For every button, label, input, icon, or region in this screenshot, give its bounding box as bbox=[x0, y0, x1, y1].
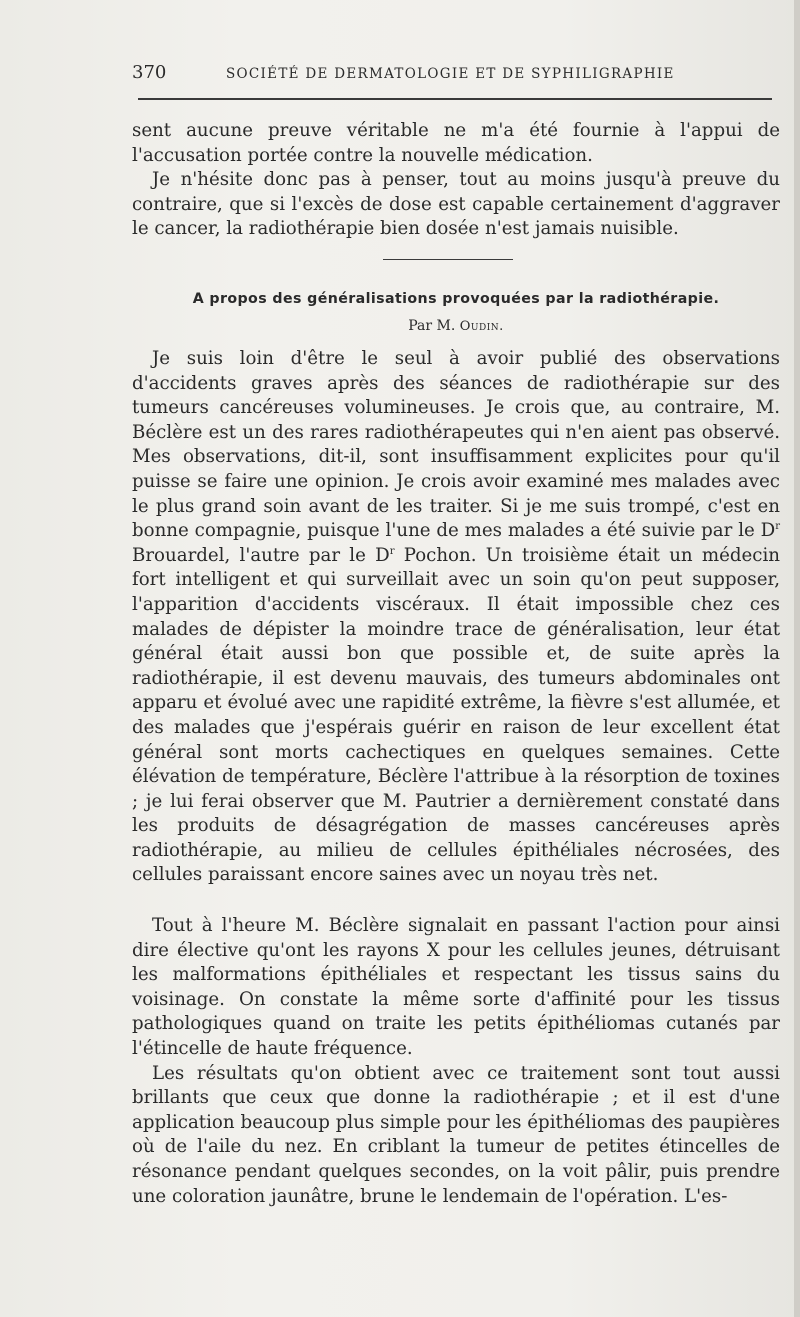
byline-prefix: Par M. bbox=[408, 318, 456, 334]
intro-paragraph-1: sent aucune preuve véritable ne m'a été fournie à l'appui de l'accusation portée contre la nouvelle médication. bbox=[132, 120, 780, 166]
header-rule bbox=[138, 98, 772, 100]
paragraph-1-part-b: Brouardel, l'autre par le D bbox=[132, 544, 390, 566]
article-byline bbox=[132, 318, 780, 334]
author-name: Oudin. bbox=[459, 319, 504, 334]
article-title: A propos des généralisations provoquées par la radiothérapie. bbox=[192, 291, 720, 307]
superscript-r: r bbox=[389, 545, 395, 557]
running-title: SOCIÉTÉ DE DERMATOLOGIE ET DE SYPHILIGRAPHIE bbox=[226, 66, 675, 82]
article-paragraph-2: Tout à l'heure M. Béclère signalait en passant l'action pour ainsi dire élective qu'ont les rayons X pour les cellules jeunes, détruisant les malformations épithéliales et respectant les tissus sains du voisinage. On constate la même sorte d'affinité pour les tissus pathologiques quand on traite les petits épithéliomas cutanés par l'étincelle de haute fréquence. bbox=[132, 915, 780, 1059]
section-separator bbox=[383, 259, 513, 260]
page-edge bbox=[794, 0, 800, 1317]
article-paragraph-3: Les résultats qu'on obtient avec ce traitement sont tout aussi brillants que ceux que donne la radiothérapie ; et il est d'une application beaucoup plus simple pour les épithéliomas des paupières où de l'aile du nez. En criblant la tumeur de petites étincelles de résonance pendant quelques secondes, on la voit pâlir, puis prendre une coloration jaunâtre, brune le lendemain de l'opération. L'es- bbox=[132, 1062, 780, 1207]
intro-paragraph-2: Je n'hésite donc pas à penser, tout au moins jusqu'à preuve du contraire, que si l'excès de dose est capable certainement d'aggraver le cancer, la radiothérapie bien dosée n'est jamais nuisible. bbox=[132, 169, 780, 240]
running-header bbox=[132, 62, 778, 86]
superscript-r: r bbox=[775, 521, 780, 533]
paragraph-1-part-a: Je suis loin d'être le seul à avoir publié des observations d'accidents graves après des séances de radiothérapie sur des tumeurs cancéreuses volumineuses. Je crois que, au contraire, M. Béclère est un des rares radiothérapeutes qui n'en aient pas observé. Mes observations, dit-il, sont insuffisamment explicites pour qu'il puisse se faire une opinion. Je crois avoir examiné mes malades avec le plus grand soin avant de les traiter. Si je me suis trompé, c'est en bonne compagnie, puisque l'une de mes malades a été suivie par le D bbox=[132, 348, 780, 542]
article-paragraph-1 bbox=[132, 347, 780, 888]
intro-text bbox=[132, 119, 780, 242]
page-number: 370 bbox=[132, 62, 167, 83]
paragraph-1-part-c: Pochon. Un troisième était un médecin fort intelligent et qui surveillait avec un soin qu'on peut supposer, l'apparition d'accidents viscéraux. Il était impossible chez ces malades de dépister la moindre trace de généralisation, leur état général était aussi bon que possible et, de suite après la radiothérapie, il est devenu mauvais, des tumeurs abdominales ont apparu et évolué avec une rapidité extrême, la fièvre s'est allumée, et des malades que j'espérais guérir en raison de leur excellent état général sont morts cachectiques en quelques semaines. Cette élévation de température, Béclère l'attribue à la résorption de toxines ; je lui ferai observer que M. Pautrier a dernièrement constaté dans les produits de désagrégation de masses cancéreuses après radiothérapie, au milieu de cellules épithéliales nécrosées, des cellules paraissant encore saines avec un noyau très net. bbox=[132, 544, 780, 886]
article-text-1 bbox=[132, 347, 780, 888]
article-text-2 bbox=[132, 914, 780, 1209]
